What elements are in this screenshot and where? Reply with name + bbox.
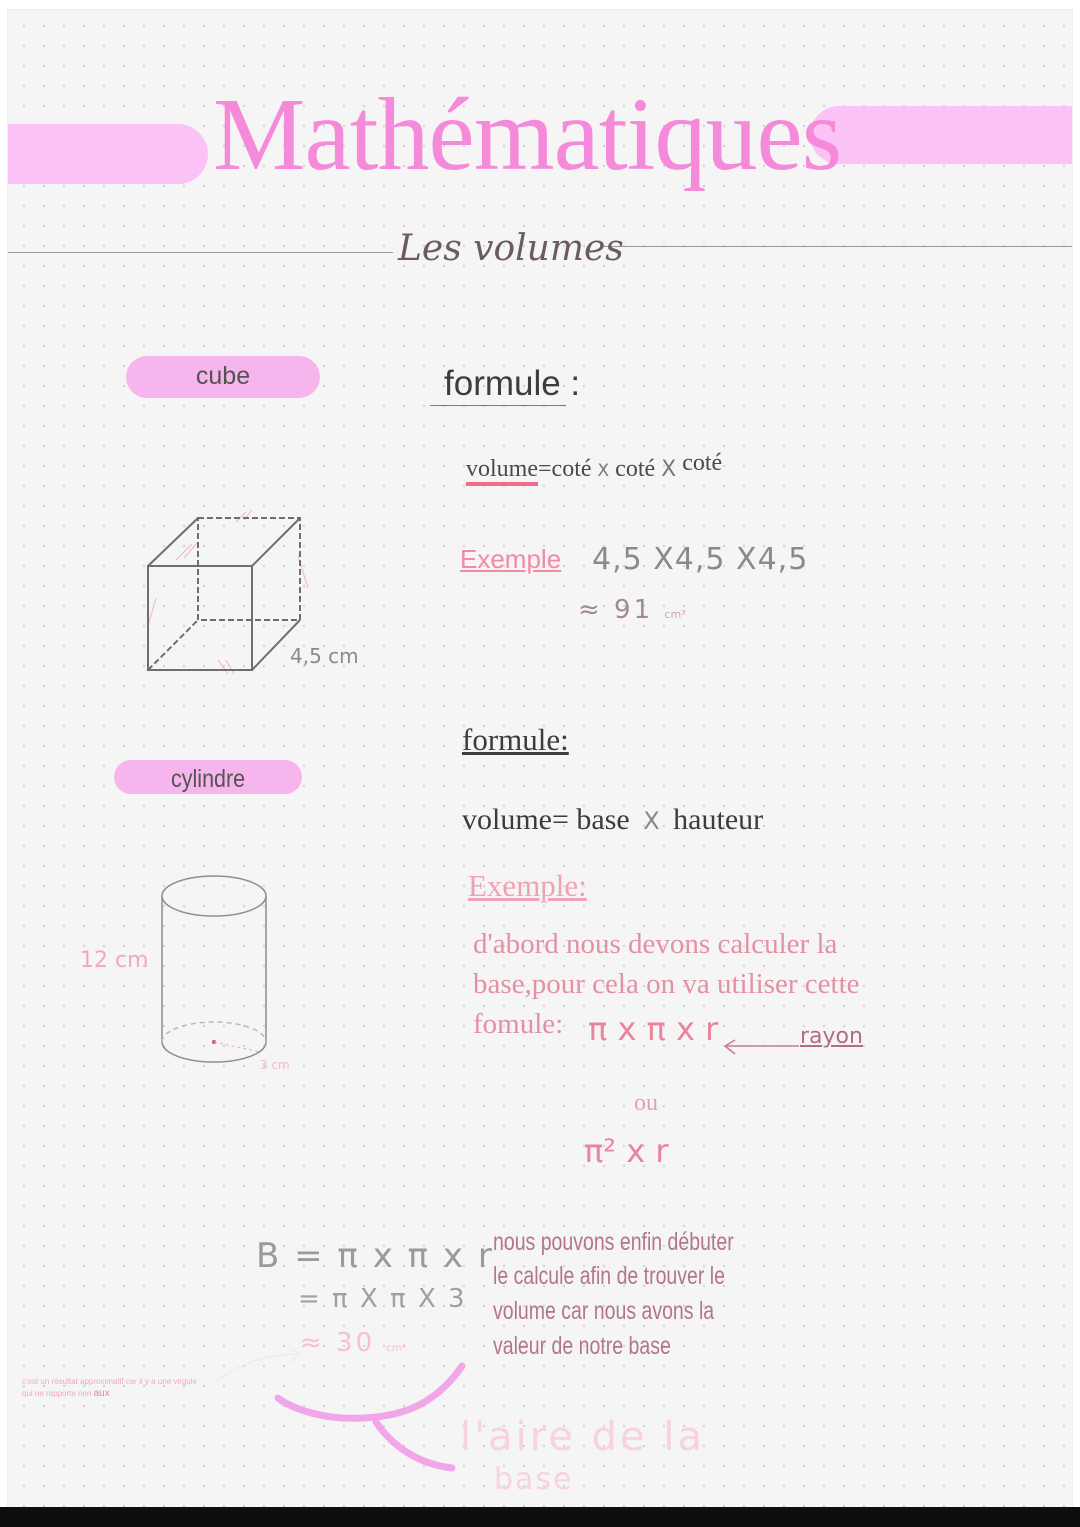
calc-line-2: = π X π X 3	[298, 1284, 467, 1314]
calc-result-value: ≈ 30	[300, 1328, 376, 1358]
cube-result-unit: cm³	[664, 608, 686, 621]
formula-left: volume= base	[462, 803, 630, 836]
explanation-line: base,pour cela on va utiliser cette	[473, 968, 860, 1000]
rayon-label: rayon	[800, 1024, 863, 1049]
scan-bottom-edge	[0, 1507, 1080, 1527]
formula-rest: =coté	[538, 456, 592, 482]
formula-right: hauteur	[673, 803, 764, 836]
header-band-right	[810, 106, 1072, 164]
note-line: le calcule afin de trouver le	[493, 1262, 725, 1290]
highlight-brush-strokes	[272, 1360, 472, 1480]
note-line: volume car nous avons la	[493, 1297, 715, 1325]
note-line: valeur de notre base	[493, 1332, 671, 1360]
cylinder-drawing	[156, 874, 296, 1074]
handwritten-alt-formula: π² x r	[584, 1132, 669, 1170]
cylinder-label-pill	[114, 760, 302, 794]
cube-formula	[466, 450, 723, 483]
times-sign: X	[643, 807, 660, 835]
cube-result-value: ≈ 91	[578, 595, 654, 625]
explanation-line: fomule:	[473, 1008, 564, 1040]
or-label: ou	[634, 1090, 658, 1116]
area-label-line1: l'aire de la	[460, 1414, 705, 1460]
calc-line-3	[300, 1328, 406, 1358]
notebook-page	[8, 10, 1072, 1507]
cylinder-example-label: Exemple:	[468, 868, 587, 903]
formula-term-volume: volume	[466, 456, 538, 486]
cylinder-formula	[462, 803, 763, 837]
cylinder-label: cylindre	[170, 765, 246, 793]
cube-drawing	[136, 508, 356, 698]
cube-dimension-label: 4,5 cm	[290, 644, 359, 668]
cylinder-height-label: 12 cm	[80, 948, 149, 973]
page-title: Mathématiques	[213, 77, 842, 192]
cube-heading-underline	[430, 405, 566, 406]
handwritten-base-formula: π x π x r	[588, 1010, 719, 1048]
cube-example-calc: 4,5 X4,5 X4,5	[592, 542, 809, 577]
formula-mid: coté	[615, 456, 656, 482]
tiny-note-line: c'est un résultat approximatif car il y a une virgule	[22, 1377, 197, 1386]
cube-label: cube	[195, 362, 251, 390]
page-subtitle: Les volumes	[398, 228, 624, 269]
tiny-note-text: qui ne rapporte rien	[22, 1389, 92, 1398]
area-label-line2: base	[494, 1462, 574, 1497]
cylinder-radius-label: 3 cm	[260, 1058, 290, 1072]
subtitle-rule-right	[600, 246, 1072, 247]
cube-example-result	[578, 595, 686, 625]
times-sign: X	[661, 457, 677, 482]
cube-example-label: Exemple	[460, 544, 562, 574]
note-line: nous pouvons enfin débuter	[493, 1228, 734, 1256]
cube-label-pill	[126, 356, 320, 398]
tiny-note-line	[22, 1388, 197, 1400]
cube-formula-heading: formule :	[444, 364, 581, 403]
header-band-left	[8, 124, 208, 184]
calc-result-unit: cm²	[386, 1343, 406, 1354]
times-sign: X	[597, 461, 610, 481]
tiny-note	[22, 1376, 197, 1400]
rayon-arrow	[723, 1032, 803, 1062]
calc-line-1: B = π x π x r	[256, 1236, 494, 1276]
explanation-line: d'abord nous devons calculer la	[473, 928, 838, 960]
cylinder-formula-heading: formule:	[462, 722, 569, 757]
subtitle-rule-left	[8, 252, 393, 253]
tiny-note-text: aux	[93, 1388, 110, 1399]
formula-end: coté	[682, 450, 723, 476]
